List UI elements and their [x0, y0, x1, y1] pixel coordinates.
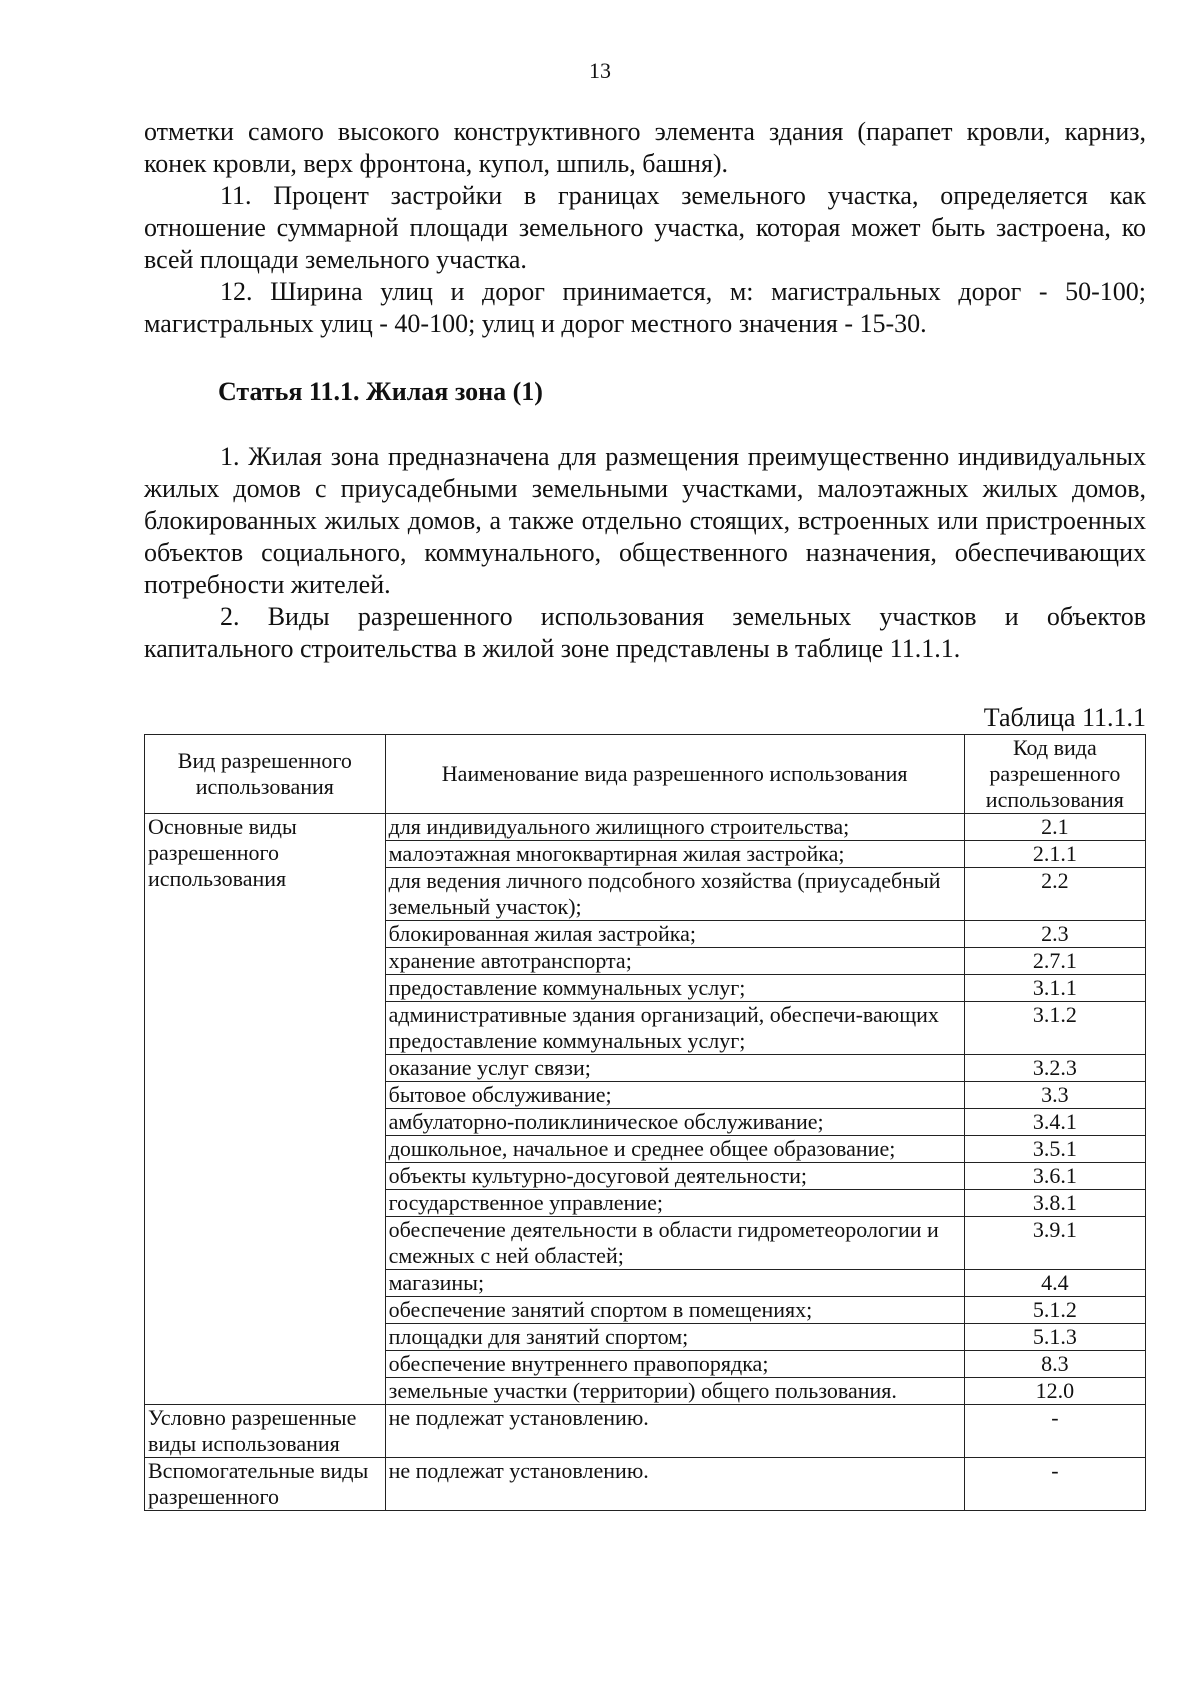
use-name: обеспечение внутреннего правопорядка;: [385, 1351, 964, 1378]
header-name: Наименование вида разрешенного использования: [385, 735, 964, 814]
intro-paragraph: отметки самого высокого конструктивного элемента здания (парапет кровли, карниз, конек кровли, верх фронтона, купол, шпиль, башня).: [144, 117, 1146, 178]
use-code: 8.3: [964, 1351, 1145, 1378]
use-name: малоэтажная многоквартирная жилая застройка;: [385, 841, 964, 868]
use-name: оказание услуг связи;: [385, 1055, 964, 1082]
use-code: 5.1.2: [964, 1297, 1145, 1324]
page-number: 13: [589, 58, 611, 83]
use-name: обеспечение занятий спортом в помещениях;: [385, 1297, 964, 1324]
use-name: государственное управление;: [385, 1190, 964, 1217]
use-code: 3.5.1: [964, 1136, 1145, 1163]
header-code: Код вида разрешенного использования: [964, 735, 1145, 814]
use-name: для индивидуального жилищного строительства;: [385, 814, 964, 841]
use-code: 4.4: [964, 1270, 1145, 1297]
use-code: 2.2: [964, 868, 1145, 921]
table-row: [145, 814, 1146, 841]
article-paragraph: 1. Жилая зона предназначена для размещения преимущественно индивидуальных жилых домов с приусадебными земельными участками, малоэтажных жилых домов, блокированных жилых домов, а также отдельно стоящих, встроенных или пристроенных объектов социального, коммунального, общественного назначения, обеспечивающих потребности жителей.: [144, 442, 1146, 599]
header-kind: Вид разрешенного использования: [145, 735, 386, 814]
article-text: [144, 441, 1146, 665]
use-code: 2.3: [964, 921, 1145, 948]
use-code: 3.6.1: [964, 1163, 1145, 1190]
table-body: [145, 814, 1146, 1511]
use-code: 3.8.1: [964, 1190, 1145, 1217]
use-name: для ведения личного подсобного хозяйства (приусадебный земельный участок);: [385, 868, 964, 921]
use-name: хранение автотранспорта;: [385, 948, 964, 975]
table-row-conditional: [145, 1405, 1146, 1458]
use-name: обеспечение деятельности в области гидрометеорологии и смежных с ней областей;: [385, 1217, 964, 1270]
use-name: административные здания организаций, обеспечи-вающих предоставление коммунальных услуг;: [385, 1002, 964, 1055]
table-header-row: [145, 735, 1146, 814]
use-code: 3.9.1: [964, 1217, 1145, 1270]
group-label-auxiliary: Вспомогательные виды разрешенного: [145, 1458, 386, 1511]
use-name: земельные участки (территории) общего пользования.: [385, 1378, 964, 1405]
use-code: 3.2.3: [964, 1055, 1145, 1082]
use-code: 5.1.3: [964, 1324, 1145, 1351]
use-name: магазины;: [385, 1270, 964, 1297]
use-name: не подлежат установлению.: [385, 1458, 964, 1511]
use-code: -: [964, 1405, 1145, 1458]
table-caption: Таблица 11.1.1: [983, 703, 1146, 732]
article-paragraph: 2. Виды разрешенного использования земельных участков и объектов капитального строительства в жилой зоне представлены в таблице 11.1.1.: [144, 602, 1146, 663]
group-label-conditional: Условно разрешенные виды использования: [145, 1405, 386, 1458]
group-label-main: Основные виды разрешенного использования: [145, 814, 386, 1405]
use-name: амбулаторно-поликлиническое обслуживание;: [385, 1109, 964, 1136]
use-code: 2.7.1: [964, 948, 1145, 975]
intro-paragraph: 12. Ширина улиц и дорог принимается, м: магистральных дорог - 50-100; магистральных улиц - 40-100; улиц и дорог местного значения - 15-30.: [144, 277, 1146, 338]
use-name: объекты культурно-досуговой деятельности;: [385, 1163, 964, 1190]
table-row-auxiliary: [145, 1458, 1146, 1511]
use-code: 3.1.2: [964, 1002, 1145, 1055]
intro-text: [144, 116, 1146, 340]
use-code: 2.1: [964, 814, 1145, 841]
permitted-use-table: [144, 734, 1146, 1511]
use-name: площадки для занятий спортом;: [385, 1324, 964, 1351]
use-code: 3.4.1: [964, 1109, 1145, 1136]
use-name: предоставление коммунальных услуг;: [385, 975, 964, 1002]
use-name: дошкольное, начальное и среднее общее образование;: [385, 1136, 964, 1163]
use-code: 3.3: [964, 1082, 1145, 1109]
use-code: 2.1.1: [964, 841, 1145, 868]
use-code: -: [964, 1458, 1145, 1511]
use-name: блокированная жилая застройка;: [385, 921, 964, 948]
article-heading: Статья 11.1. Жилая зона (1): [218, 377, 543, 406]
use-name: не подлежат установлению.: [385, 1405, 964, 1458]
use-name: бытовое обслуживание;: [385, 1082, 964, 1109]
intro-paragraph: 11. Процент застройки в границах земельного участка, определяется как отношение суммарной площади земельного участка, которая может быть застроена, ко всей площади земельного участка.: [144, 181, 1146, 274]
use-code: 12.0: [964, 1378, 1145, 1405]
use-code: 3.1.1: [964, 975, 1145, 1002]
